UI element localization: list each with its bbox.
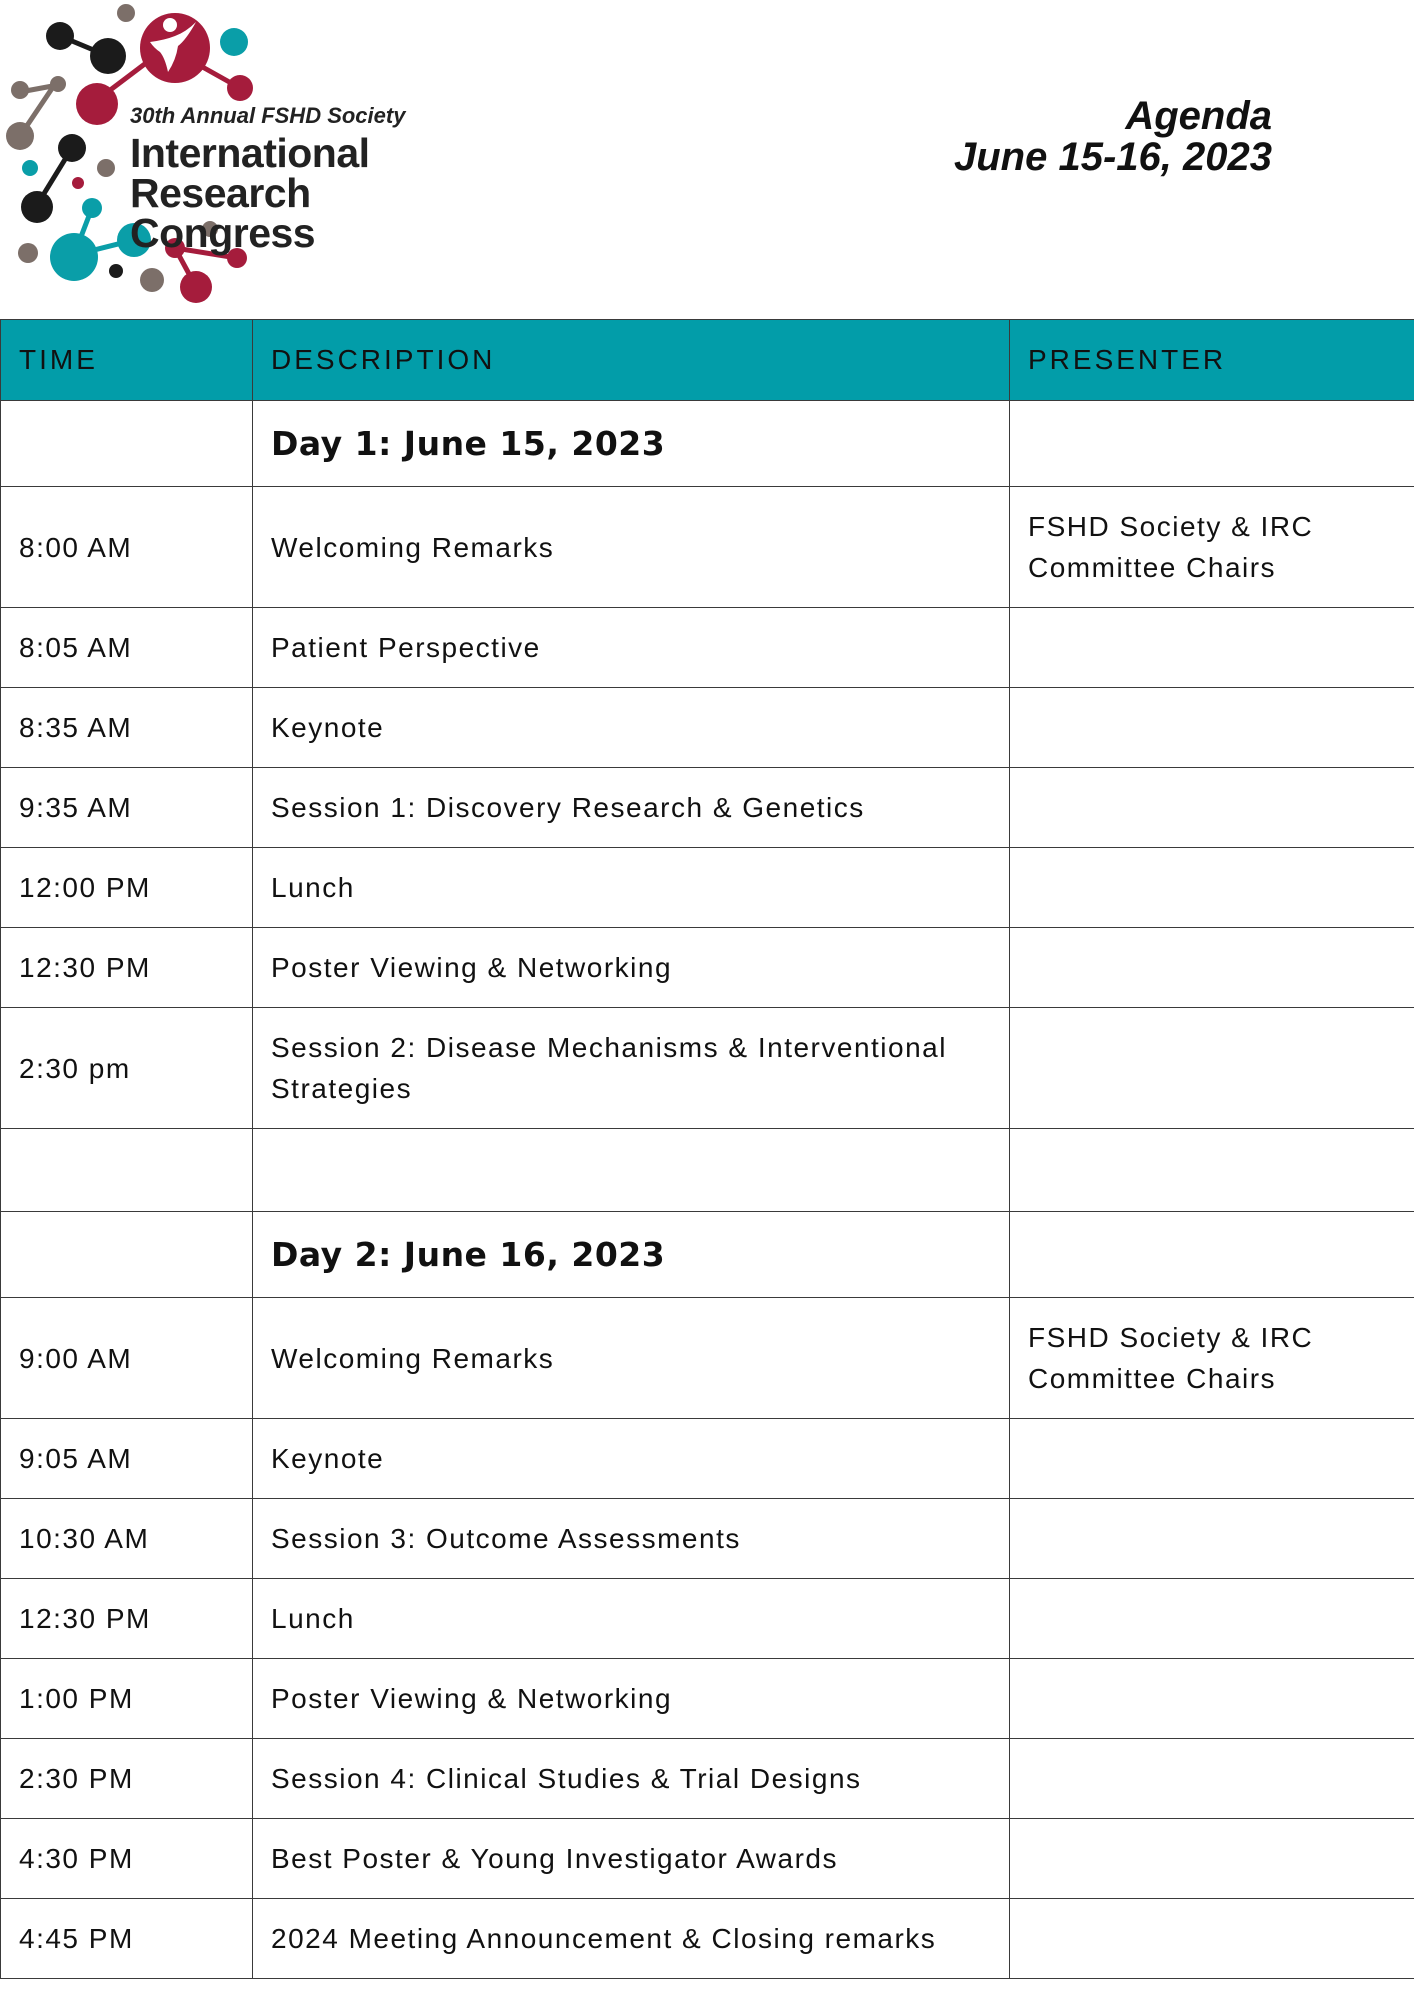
day-label: Day 1: June 15, 2023 [253, 401, 1010, 487]
presenter-cell: FSHD Society & IRC Committee Chairs [1010, 1298, 1414, 1419]
table-row [1, 1739, 1414, 1819]
description-cell: Session 1: Discovery Research & Genetics [253, 768, 1010, 848]
agenda-table [0, 319, 1414, 1979]
table-row [1, 608, 1414, 688]
time-cell: 4:45 PM [1, 1899, 253, 1979]
presenter-cell [1010, 1739, 1414, 1819]
presenter-cell: FSHD Society & IRC Committee Chairs [1010, 487, 1414, 608]
table-header-row [1, 320, 1414, 401]
time-cell: 4:30 PM [1, 1819, 253, 1899]
table-cell [1010, 1129, 1414, 1212]
description-cell: Best Poster & Young Investigator Awards [253, 1819, 1010, 1899]
agenda-dates: June 15-16, 2023 [954, 135, 1272, 179]
time-cell: 1:00 PM [1, 1659, 253, 1739]
description-cell: Lunch [253, 848, 1010, 928]
table-row [1, 487, 1414, 608]
description-cell: Lunch [253, 1579, 1010, 1659]
presenter-cell [1010, 608, 1414, 688]
agenda-title: Agenda [1125, 94, 1272, 138]
table-row [1, 1419, 1414, 1499]
presenter-cell [1010, 928, 1414, 1008]
day-label: Day 2: June 16, 2023 [253, 1212, 1010, 1298]
table-row [1, 848, 1414, 928]
presenter-cell [1010, 768, 1414, 848]
presenter-cell [1010, 1579, 1414, 1659]
presenter-cell [1010, 1499, 1414, 1579]
description-cell: Welcoming Remarks [253, 1298, 1010, 1419]
table-cell [1010, 1212, 1414, 1298]
presenter-cell [1010, 1659, 1414, 1739]
description-cell: Session 4: Clinical Studies & Trial Designs [253, 1739, 1010, 1819]
table-row [1, 1008, 1414, 1129]
table-row [1, 1499, 1414, 1579]
logo-title-line2: Research Congress [130, 170, 316, 256]
time-cell: 9:35 AM [1, 768, 253, 848]
time-cell: 10:30 AM [1, 1499, 253, 1579]
table-row [1, 928, 1414, 1008]
table-cell [1, 1129, 253, 1212]
description-cell: Keynote [253, 1419, 1010, 1499]
time-cell: 9:05 AM [1, 1419, 253, 1499]
description-cell: Poster Viewing & Networking [253, 928, 1010, 1008]
table-cell [1, 1212, 253, 1298]
spacer-row [1, 1129, 1414, 1212]
congress-logo [0, 0, 500, 310]
table-row [1, 1579, 1414, 1659]
day-header-row [1, 1212, 1414, 1298]
agenda-heading [954, 96, 1272, 178]
day-header-row [1, 401, 1414, 487]
time-cell: 8:00 AM [1, 487, 253, 608]
time-cell: 2:30 pm [1, 1008, 253, 1129]
time-cell: 8:05 AM [1, 608, 253, 688]
logo-title-line1: International [130, 130, 370, 176]
time-cell: 12:00 PM [1, 848, 253, 928]
time-cell: 2:30 PM [1, 1739, 253, 1819]
description-cell: Poster Viewing & Networking [253, 1659, 1010, 1739]
column-header-presenter: PRESENTER [1010, 320, 1414, 401]
table-cell [1, 401, 253, 487]
time-cell: 9:00 AM [1, 1298, 253, 1419]
description-cell: Session 2: Disease Mechanisms & Interventional Strategies [253, 1008, 1010, 1129]
table-row [1, 688, 1414, 768]
presenter-cell [1010, 1819, 1414, 1899]
table-cell [253, 1129, 1010, 1212]
description-cell: Welcoming Remarks [253, 487, 1010, 608]
column-header-time: TIME [1, 320, 253, 401]
table-row [1, 1899, 1414, 1979]
table-row [1, 1819, 1414, 1899]
time-cell: 12:30 PM [1, 928, 253, 1008]
logo-subtitle: 30th Annual FSHD Society [130, 103, 406, 128]
column-header-description: DESCRIPTION [253, 320, 1010, 401]
presenter-cell [1010, 1419, 1414, 1499]
description-cell: 2024 Meeting Announcement & Closing remarks [253, 1899, 1010, 1979]
description-cell: Patient Perspective [253, 608, 1010, 688]
table-row [1, 1298, 1414, 1419]
description-cell: Keynote [253, 688, 1010, 768]
presenter-cell [1010, 848, 1414, 928]
time-cell: 8:35 AM [1, 688, 253, 768]
page-header [0, 0, 1414, 320]
table-row [1, 1659, 1414, 1739]
table-cell [1010, 401, 1414, 487]
logo-wordmark [130, 103, 500, 256]
presenter-cell [1010, 1008, 1414, 1129]
time-cell: 12:30 PM [1, 1579, 253, 1659]
description-cell: Session 3: Outcome Assessments [253, 1499, 1010, 1579]
presenter-cell [1010, 688, 1414, 768]
table-row [1, 768, 1414, 848]
presenter-cell [1010, 1899, 1414, 1979]
logo-title [130, 130, 500, 256]
